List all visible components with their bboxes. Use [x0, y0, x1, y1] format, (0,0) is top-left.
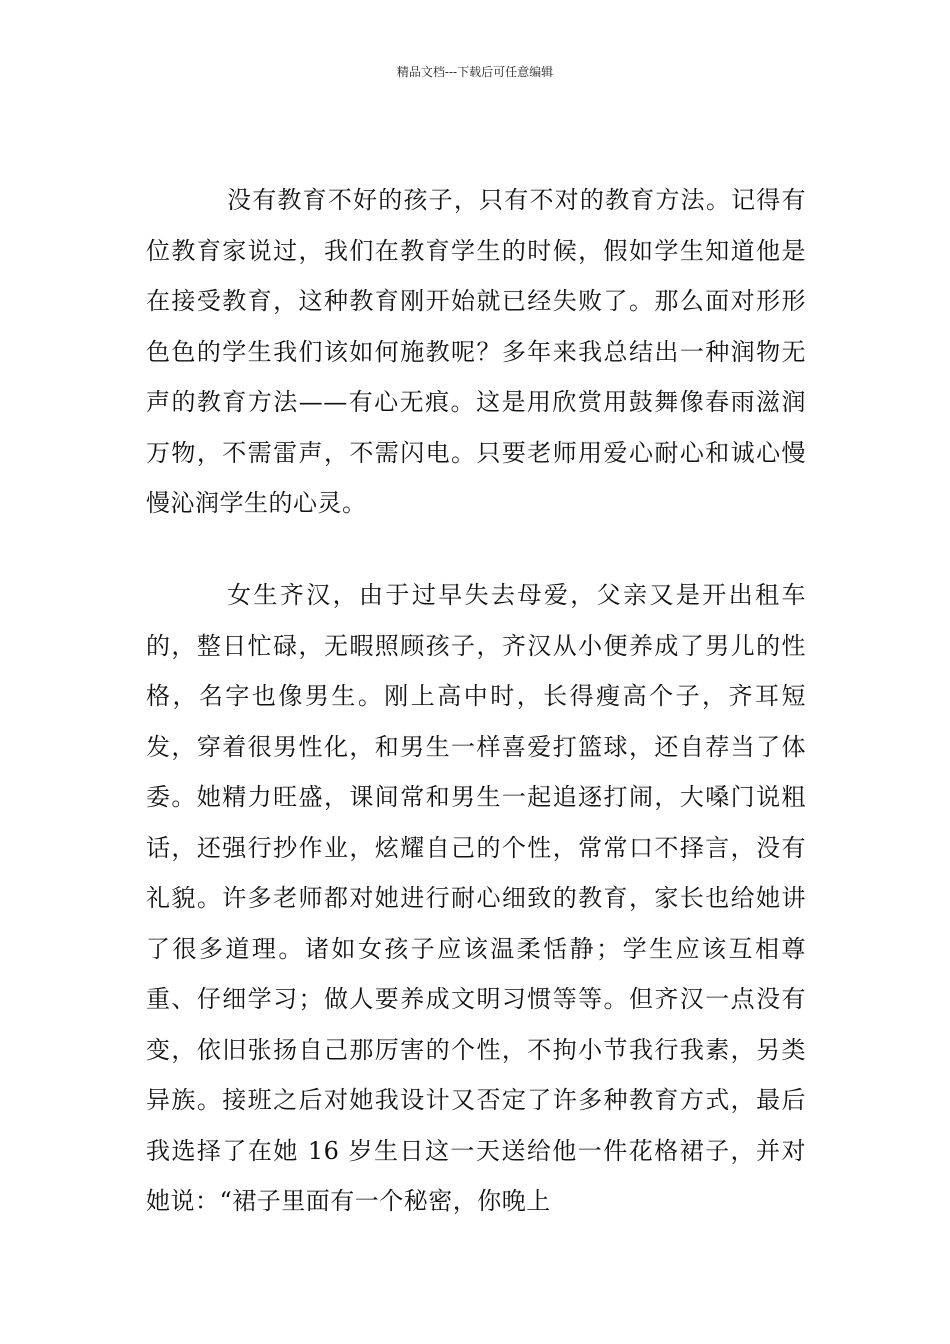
page-header: 精品文档---下载后可任意编辑: [396, 65, 554, 79]
body-paragraph-1: 没有教育不好的孩子，只有不对的教育方法。记得有位教育家说过，我们在教育学生的时候，假如学生知道他是在接受教育，这种教育刚开始就已经失败了。那么面对形形色色的学生我们该如何施教呢？多年来我总结出一种润物无声的教育方法——有心无痕。这是用欣赏用鼓舞像春雨滋润万物，不需雷声，不需闪电。只要老师用爱心耐心和诚心慢慢沁润学生的心灵。: [146, 186, 806, 517]
body-paragraph-2: 女生齐汉，由于过早失去母爱，父亲又是开出租车的，整日忙碌，无暇照顾孩子，齐汉从小便养成了男儿的性格，名字也像男生。刚上高中时，长得瘦高个子，齐耳短发，穿着很男性化，和男生一样喜爱打篮球，还自荐当了体委。她精力旺盛，课间常和男生一起追逐打闹，大嗓门说粗话，还强行抄作业，炫耀自己的个性，常常口不择言，没有礼貌。许多老师都对她进行耐心细致的教育，家长也给她讲了很多道理。诸如女孩子应该温柔恬静；学生应该互相尊重、仔细学习；做人要养成文明习惯等等。但齐汉一点没有变，依旧张扬自己那厉害的个性，不拘小节我行我素，另类异族。接班之后对她我设计又否定了许多种教育方式，最后我选择了在她 16 岁生日这一天送给他一件花格裙子，并对她说：“裙子里面有一个秘密，你晚上: [146, 581, 806, 1215]
